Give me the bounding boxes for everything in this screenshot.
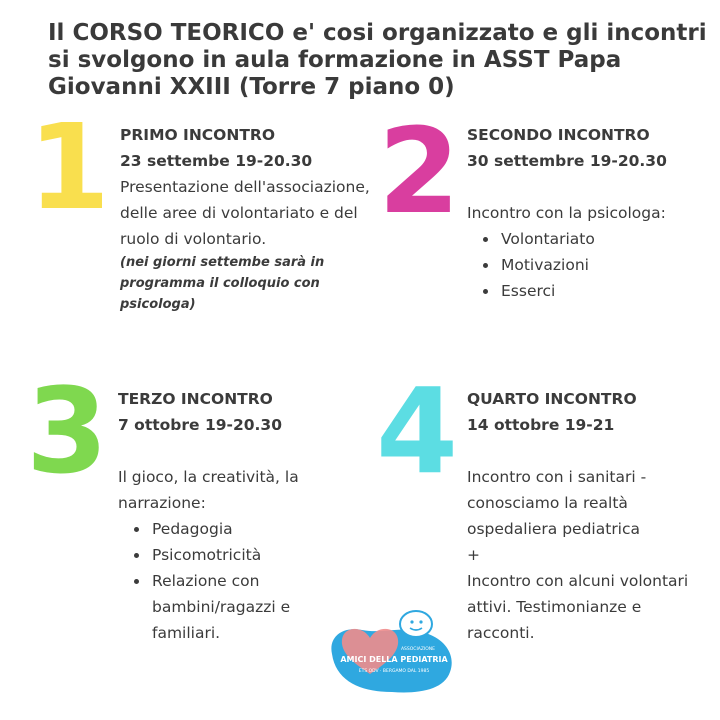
logo-name-text: AMICI DELLA PEDIATRIA [340, 655, 448, 664]
association-logo [322, 596, 462, 696]
list-item: • Pedagogia [150, 516, 328, 542]
meeting-4-text-a: Incontro con i sanitari - conosciamo la realtà ospedaliera pediatrica [467, 468, 647, 538]
number-one: 1 [28, 98, 111, 236]
number-four: 4 [376, 362, 459, 500]
meeting-2-heading: SECONDO INCONTRO [467, 126, 650, 144]
meeting-4-text-b: Incontro con alcuni volontari attivi. Testimonianze e racconti. [467, 572, 689, 642]
meeting-3-date: 7 ottobre 19-20.30 [118, 416, 282, 434]
logo-small-text: ASSOCIAZIONE [400, 647, 436, 652]
meeting-4-heading: QUARTO INCONTRO [467, 390, 637, 408]
number-three: 3 [26, 362, 109, 500]
meeting-4 [467, 386, 712, 646]
meeting-4-plus: + [467, 546, 480, 564]
meeting-1-date: 23 settembe 19-20.30 [120, 152, 313, 170]
meeting-2-text: Incontro con la psicologa: [467, 204, 666, 222]
list-item: • Psicomotricità [150, 542, 328, 568]
meeting-3-heading: TERZO INCONTRO [118, 390, 273, 408]
list-item: • Esserci [499, 278, 712, 304]
meeting-2 [467, 122, 712, 304]
list-item: • Motivazioni [499, 252, 712, 278]
page-title: Il CORSO TEORICO e' cosi organizzato e gli incontri si svolgono in aula formazione in ASST Papa Giovanni XXIII (Torre 7 piano 0) [48, 20, 707, 100]
list-item: • Volontariato [499, 226, 712, 252]
meeting-1-note: (nei giorni settembe sarà in programma il colloquio con psicologa) [120, 255, 325, 312]
meeting-1-heading: PRIMO INCONTRO [120, 126, 276, 144]
face-icon [400, 611, 432, 637]
meeting-1-text: Presentazione dell'associazione, delle aree di volontariato e del ruolo di volontario. [120, 178, 370, 248]
meeting-1 [120, 122, 370, 315]
meeting-3-list [118, 516, 328, 646]
meeting-3 [118, 386, 328, 646]
meeting-4-date: 14 ottobre 19-21 [467, 416, 615, 434]
list-item: • Relazione con bambini/ragazzi e familiari. [150, 568, 328, 646]
meeting-2-date: 30 settembre 19-20.30 [467, 152, 667, 170]
meeting-3-text: Il gioco, la creatività, la narrazione: [118, 468, 299, 512]
logo-sub-text: ETS ODV · BERGAMO DAL 1985 [358, 669, 430, 674]
number-two: 2 [378, 102, 461, 240]
meeting-2-list [467, 226, 712, 304]
